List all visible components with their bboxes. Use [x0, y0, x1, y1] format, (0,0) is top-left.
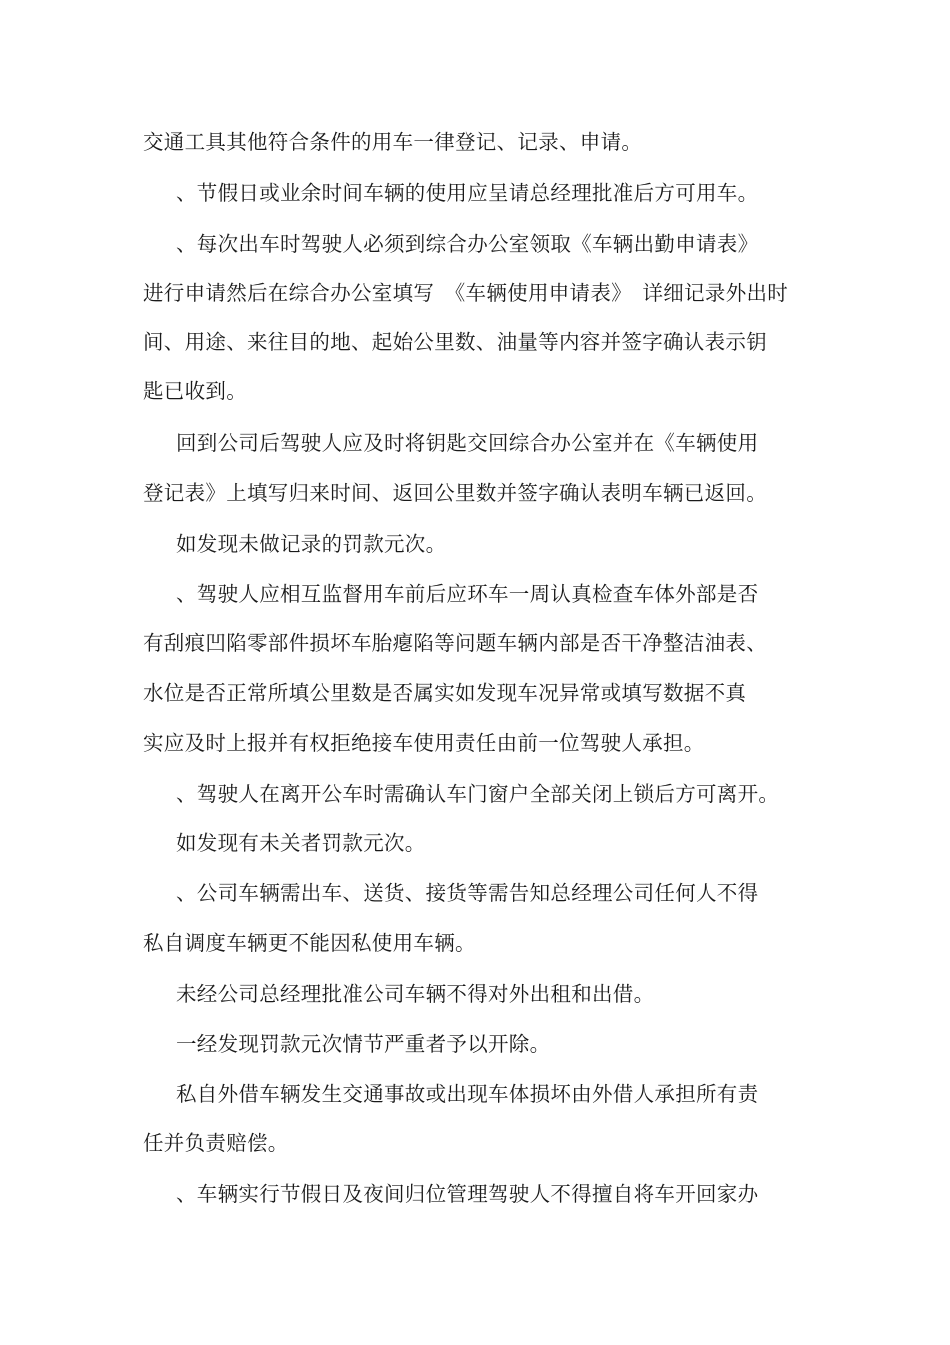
text-line: 私自外借车辆发生交通事故或出现车体损坏由外借人承担所有责: [176, 1082, 759, 1106]
text-line: 进行申请然后在综合办公室填写 《车辆使用申请表》 详细记录外出时: [143, 281, 789, 305]
text-line: 、驾驶人在离开公车时需确认车门窗户全部关闭上锁后方可离开。: [176, 782, 780, 806]
text-line: 未经公司总经理批准公司车辆不得对外出租和出借。: [176, 982, 655, 1006]
text-line: 交通工具其他符合条件的用车一律登记、记录、申请。: [143, 130, 643, 154]
text-line: 匙已收到。: [143, 379, 247, 403]
text-line: 如发现有未关者罚款元次。: [176, 831, 426, 855]
text-line: 水位是否正常所填公里数是否属实如发现车况异常或填写数据不真: [143, 681, 747, 705]
text-line: 间、用途、来往目的地、起始公里数、油量等内容并签字确认表示钥: [143, 330, 767, 354]
text-line: 回到公司后驾驶人应及时将钥匙交回综合办公室并在《车辆使用: [176, 431, 759, 455]
text-line: 、节假日或业余时间车辆的使用应呈请总经理批准后方可用车。: [176, 181, 759, 205]
text-line: 、每次出车时驾驶人必须到综合办公室领取《车辆出勤申请表》: [176, 232, 759, 256]
text-line: 有刮痕凹陷零部件损坏车胎瘪陷等问题车辆内部是否干净整洁油表、: [143, 631, 767, 655]
text-line: 任并负责赔偿。: [143, 1131, 289, 1155]
text-line: 登记表》上填写归来时间、返回公里数并签字确认表明车辆已返回。: [143, 481, 767, 505]
text-line: 、公司车辆需出车、送货、接货等需告知总经理公司任何人不得: [176, 881, 759, 905]
text-line: 、驾驶人应相互监督用车前后应环车一周认真检查车体外部是否: [176, 582, 759, 606]
text-line: 实应及时上报并有权拒绝接车使用责任由前一位驾驶人承担。: [143, 731, 705, 755]
text-line: 一经发现罚款元次情节严重者予以开除。: [176, 1032, 551, 1056]
text-line: 如发现未做记录的罚款元次。: [176, 532, 447, 556]
text-line: 私自调度车辆更不能因私使用车辆。: [143, 931, 476, 955]
text-line: 、车辆实行节假日及夜间归位管理驾驶人不得擅自将车开回家办: [176, 1182, 759, 1206]
